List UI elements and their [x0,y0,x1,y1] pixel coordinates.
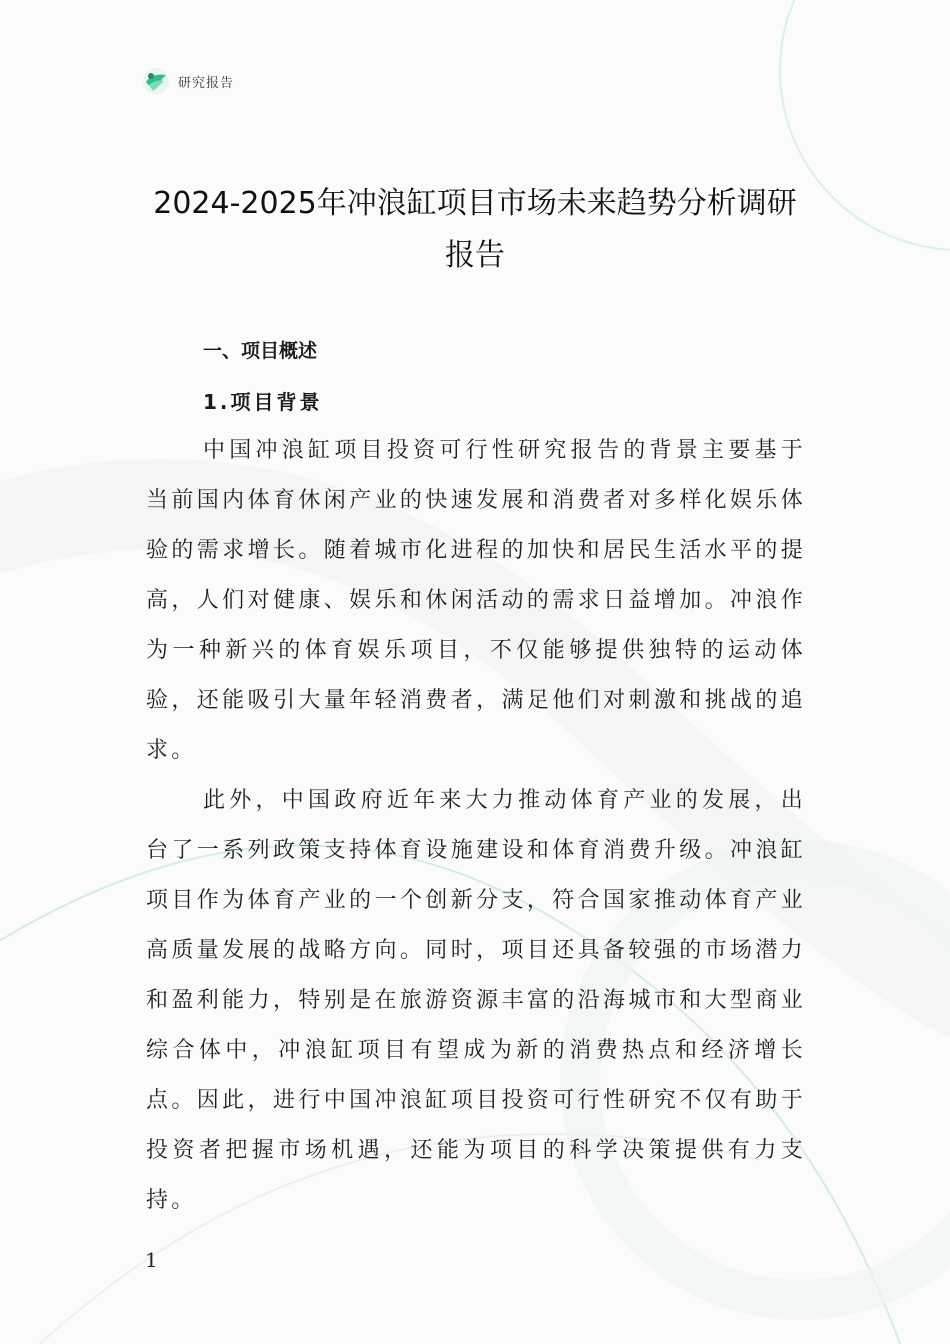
header-label: 研究报告 [178,75,235,91]
sub-heading: 1.项目背景 [203,390,323,414]
page-title: 2024-2025年冲浪缸项目市场未来趋势分析调研报告 [153,186,797,273]
body-content [146,426,806,1226]
report-header [142,66,234,96]
body-paragraph: 此外，中国政府近年来大力推动体育产业的发展，出台了一系列政策支持体育设施建设和体育消费升级。冲浪缸项目作为体育产业的一个创新分支，符合国家推动体育产业高质量发展的战略方向。同时，项目还具备较强的市场潜力和盈利能力，特别是在旅游资源丰富的沿海城市和大型商业综合体中，冲浪缸项目有望成为新的消费热点和经济增长点。因此，进行中国冲浪缸项目投资可行性研究不仅有助于投资者把握市场机遇，还能为项目的科学决策提供有力支持。 [146,788,806,1213]
section-heading: 一、项目概述 [203,340,318,362]
page-number: 1 [145,1248,158,1272]
brand-logo-icon [142,67,170,95]
body-paragraph: 中国冲浪缸项目投资可行性研究报告的背景主要基于当前国内体育休闲产业的快速发展和消费者对多样化娱乐体验的需求增长。随着城市化进程的加快和居民生活水平的提高，人们对健康、娱乐和休闲活动的需求日益增加。冲浪作为一种新兴的体育娱乐项目，不仅能够提供独特的运动体验，还能吸引大量年轻消费者，满足他们对刺激和挑战的追求。 [146,438,806,763]
